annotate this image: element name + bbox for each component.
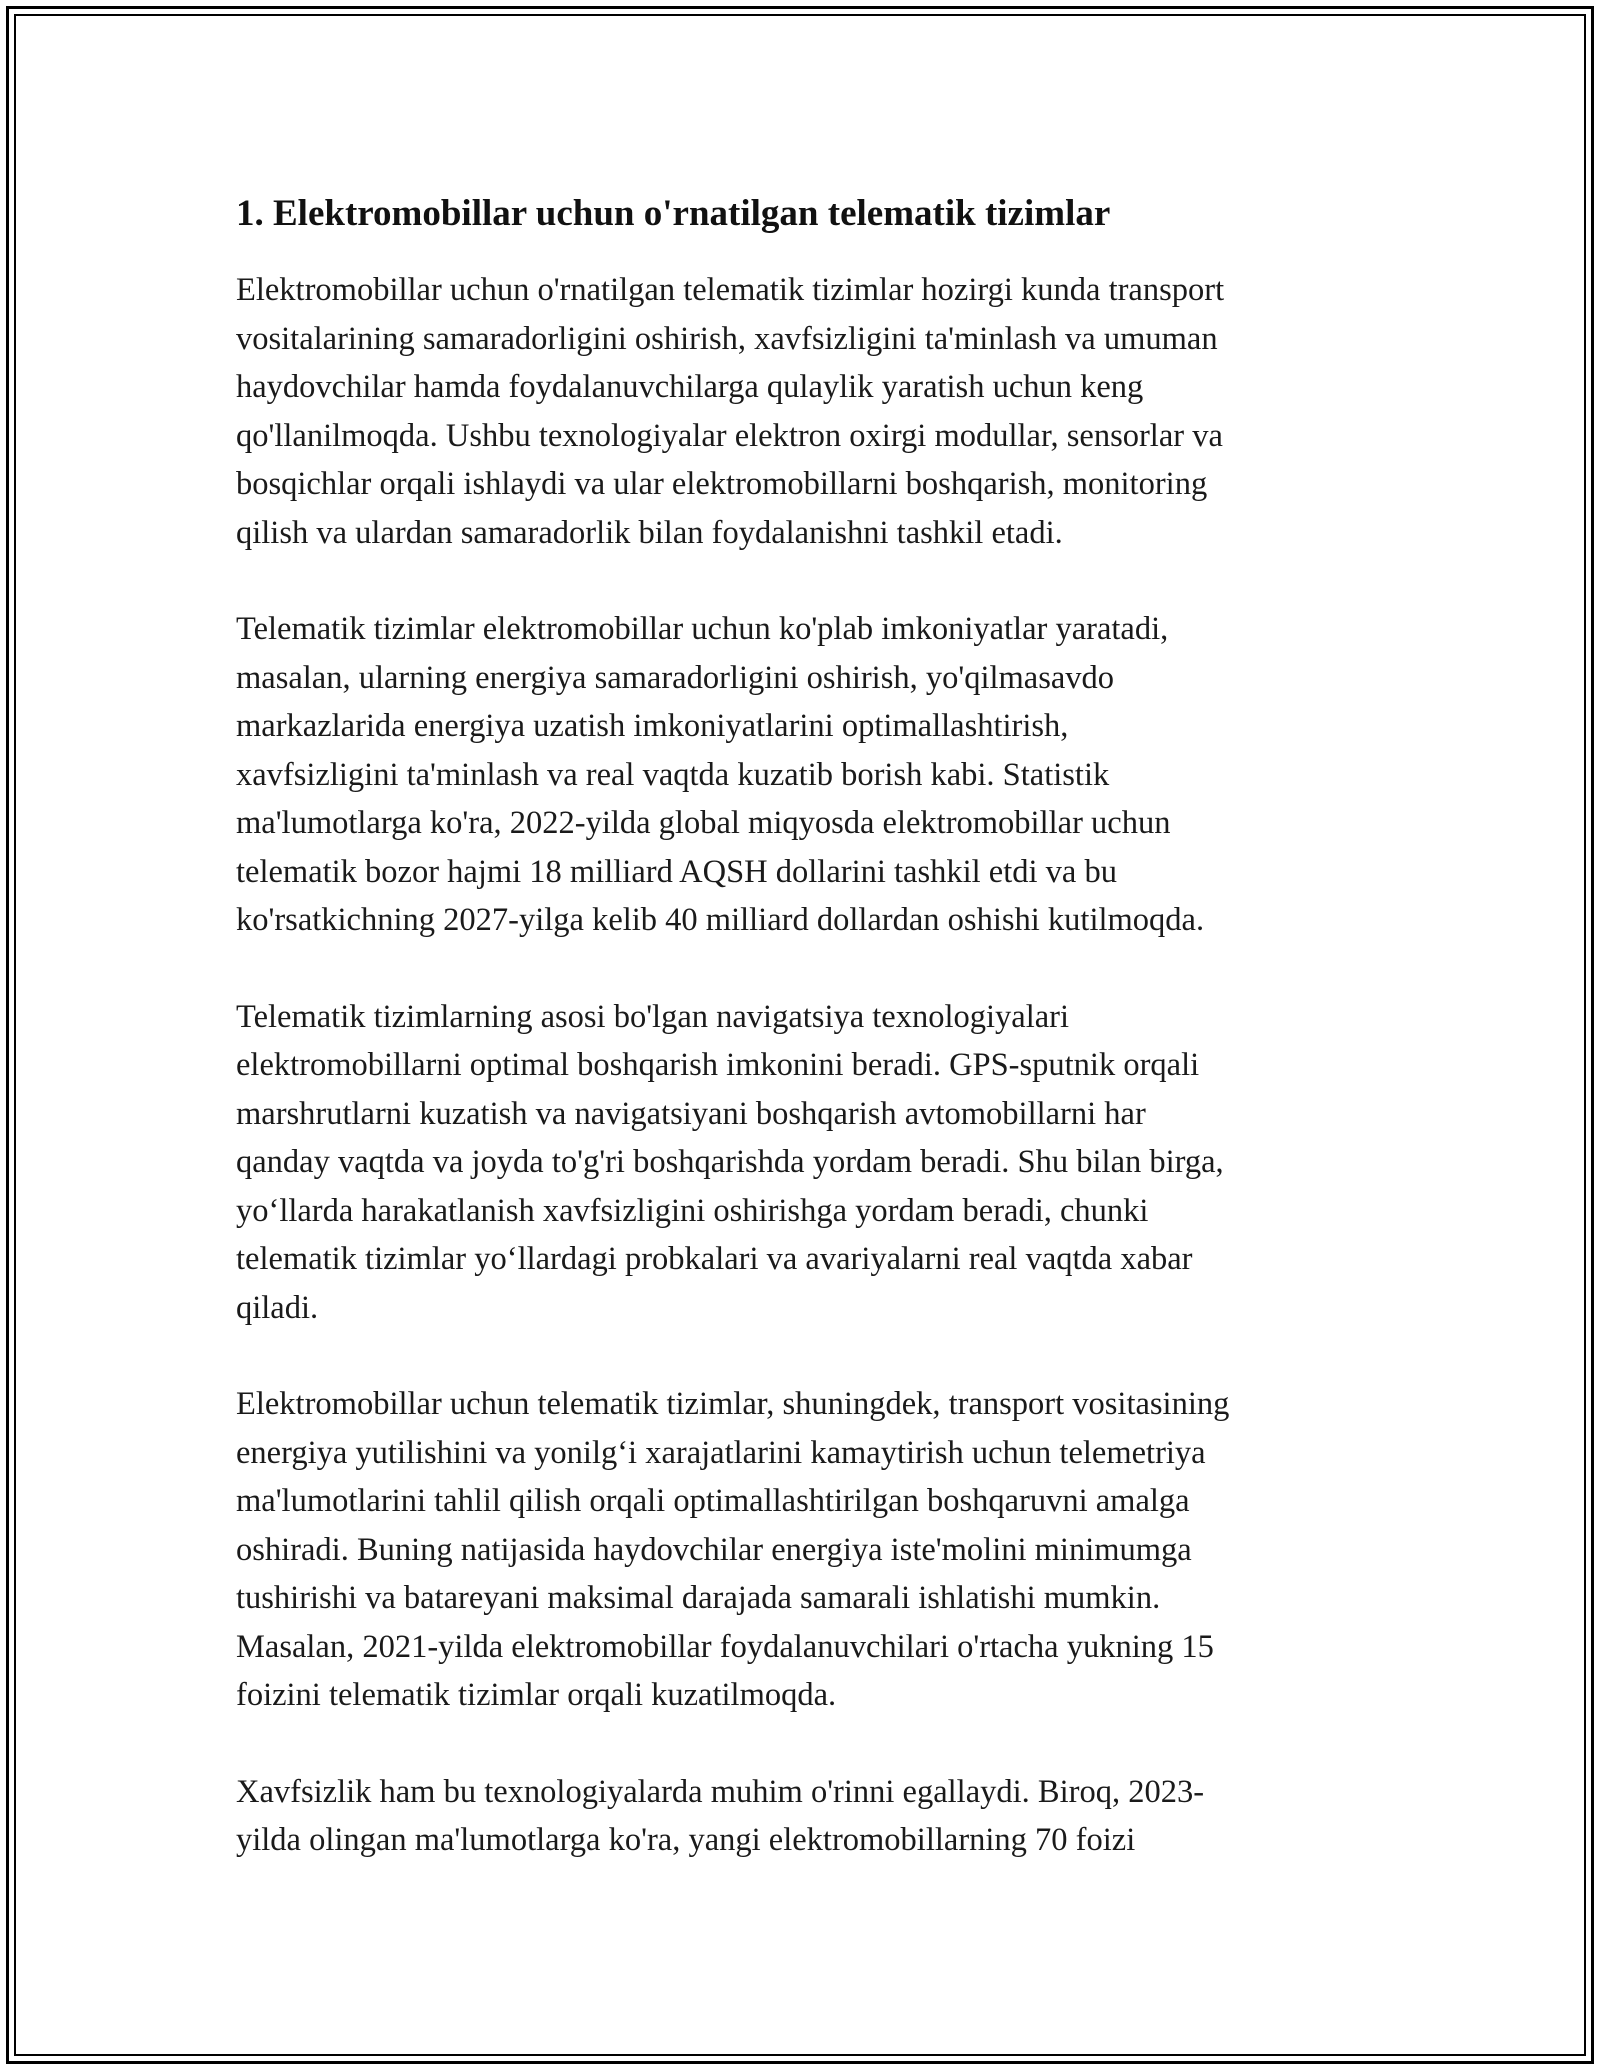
text-line: marshrutlarni kuzatish va navigatsiyani boshqarish avtomobillarni har [236, 1095, 1146, 1132]
paragraph-5 [236, 1768, 1366, 1865]
paragraph-3 [236, 993, 1366, 1333]
text-line: qo'llanilmoqda. Ushbu texnologiyalar elektron oxirgi modullar, sensorlar va [236, 417, 1223, 454]
text-line: Elektromobillar uchun o'rnatilgan telematik tizimlar hozirgi kunda transport [236, 272, 1225, 308]
text-line: telematik tizimlar yo‘llardagi probkalari va avariyalarni real vaqtda xabar [236, 1241, 1193, 1277]
text-line: vositalarining samaradorligini oshirish, xavfsizligini ta'minlash va umuman [236, 320, 1218, 357]
paragraph-2 [236, 605, 1366, 945]
text-line: ko'rsatkichning 2027-yilga kelib 40 milliard dollardan oshishi kutilmoqda. [236, 902, 1205, 938]
section-heading: 1. Elektromobillar uchun o'rnatilgan telematik tizimlar [236, 193, 1111, 234]
text-line: ma'lumotlarini tahlil qilish orqali optimallashtirilgan boshqaruvni amalga [236, 1483, 1190, 1519]
text-line: oshiradi. Buning natijasida haydovchilar energiya iste'molini minimumga [236, 1531, 1192, 1568]
text-line: foizini telematik tizimlar orqali kuzatilmoqda. [236, 1677, 837, 1713]
text-line: Telematik tizimlar elektromobillar uchun ko'plab imkoniyatlar yaratadi, [236, 611, 1169, 647]
text-line: qanday vaqtda va joyda to'g'ri boshqarishda yordam beradi. Shu bilan birga, [236, 1144, 1224, 1180]
text-line: qilish va ulardan samaradorlik bilan foydalanishni tashkil etadi. [236, 514, 1063, 551]
text-line: ma'lumotlarga ko'ra, 2022-yilda global miqyosda elektromobillar uchun [236, 805, 1171, 841]
text-line: masalan, ularning energiya samaradorligini oshirish, yo'qilmasavdo [236, 659, 1115, 696]
text-line: yo‘llarda harakatlanish xavfsizligini oshirishga yordam beradi, chunki [236, 1192, 1149, 1229]
text-line: Masalan, 2021-yilda elektromobillar foydalanuvchilari o'rtacha yukning 15 [236, 1628, 1214, 1665]
text-line: Xavfsizlik ham bu texnologiyalarda muhim o'rinni egallaydi. Biroq, 2023- [236, 1773, 1205, 1810]
text-line: elektromobillarni optimal boshqarish imkonini beradi. GPS-sputnik orqali [236, 1047, 1200, 1083]
text-line: bosqichlar orqali ishlaydi va ular elektromobillarni boshqarish, monitoring [236, 466, 1208, 502]
text-line: yilda olingan ma'lumotlarga ko'ra, yangi elektromobillarning 70 foizi [236, 1822, 1136, 1858]
paragraph-1 [236, 266, 1366, 557]
text-line: xavfsizligini ta'minlash va real vaqtda kuzatib borish kabi. Statistik [236, 756, 1110, 793]
text-line: energiya yutilishini va yonilg‘i xarajatlarini kamaytirish uchun telemetriya [236, 1434, 1206, 1471]
text-line: tushirishi va batareyani maksimal darajada samarali ishlatishi mumkin. [236, 1580, 1161, 1616]
text-line: Telematik tizimlarning asosi bo'lgan navigatsiya texnologiyalari [236, 998, 1070, 1035]
text-line: haydovchilar hamda foydalanuvchilarga qulaylik yaratish uchun keng [236, 369, 1144, 405]
text-line: telematik bozor hajmi 18 milliard AQSH dollarini tashkil etdi va bu [236, 853, 1117, 890]
text-line: Elektromobillar uchun telematik tizimlar, shuningdek, transport vositasining [236, 1386, 1230, 1422]
text-line: markazlarida energiya uzatish imkoniyatlarini optimallashtirish, [236, 708, 1069, 744]
paragraph-4 [236, 1380, 1366, 1720]
document-body [236, 186, 1366, 1913]
text-line: qiladi. [236, 1289, 319, 1326]
